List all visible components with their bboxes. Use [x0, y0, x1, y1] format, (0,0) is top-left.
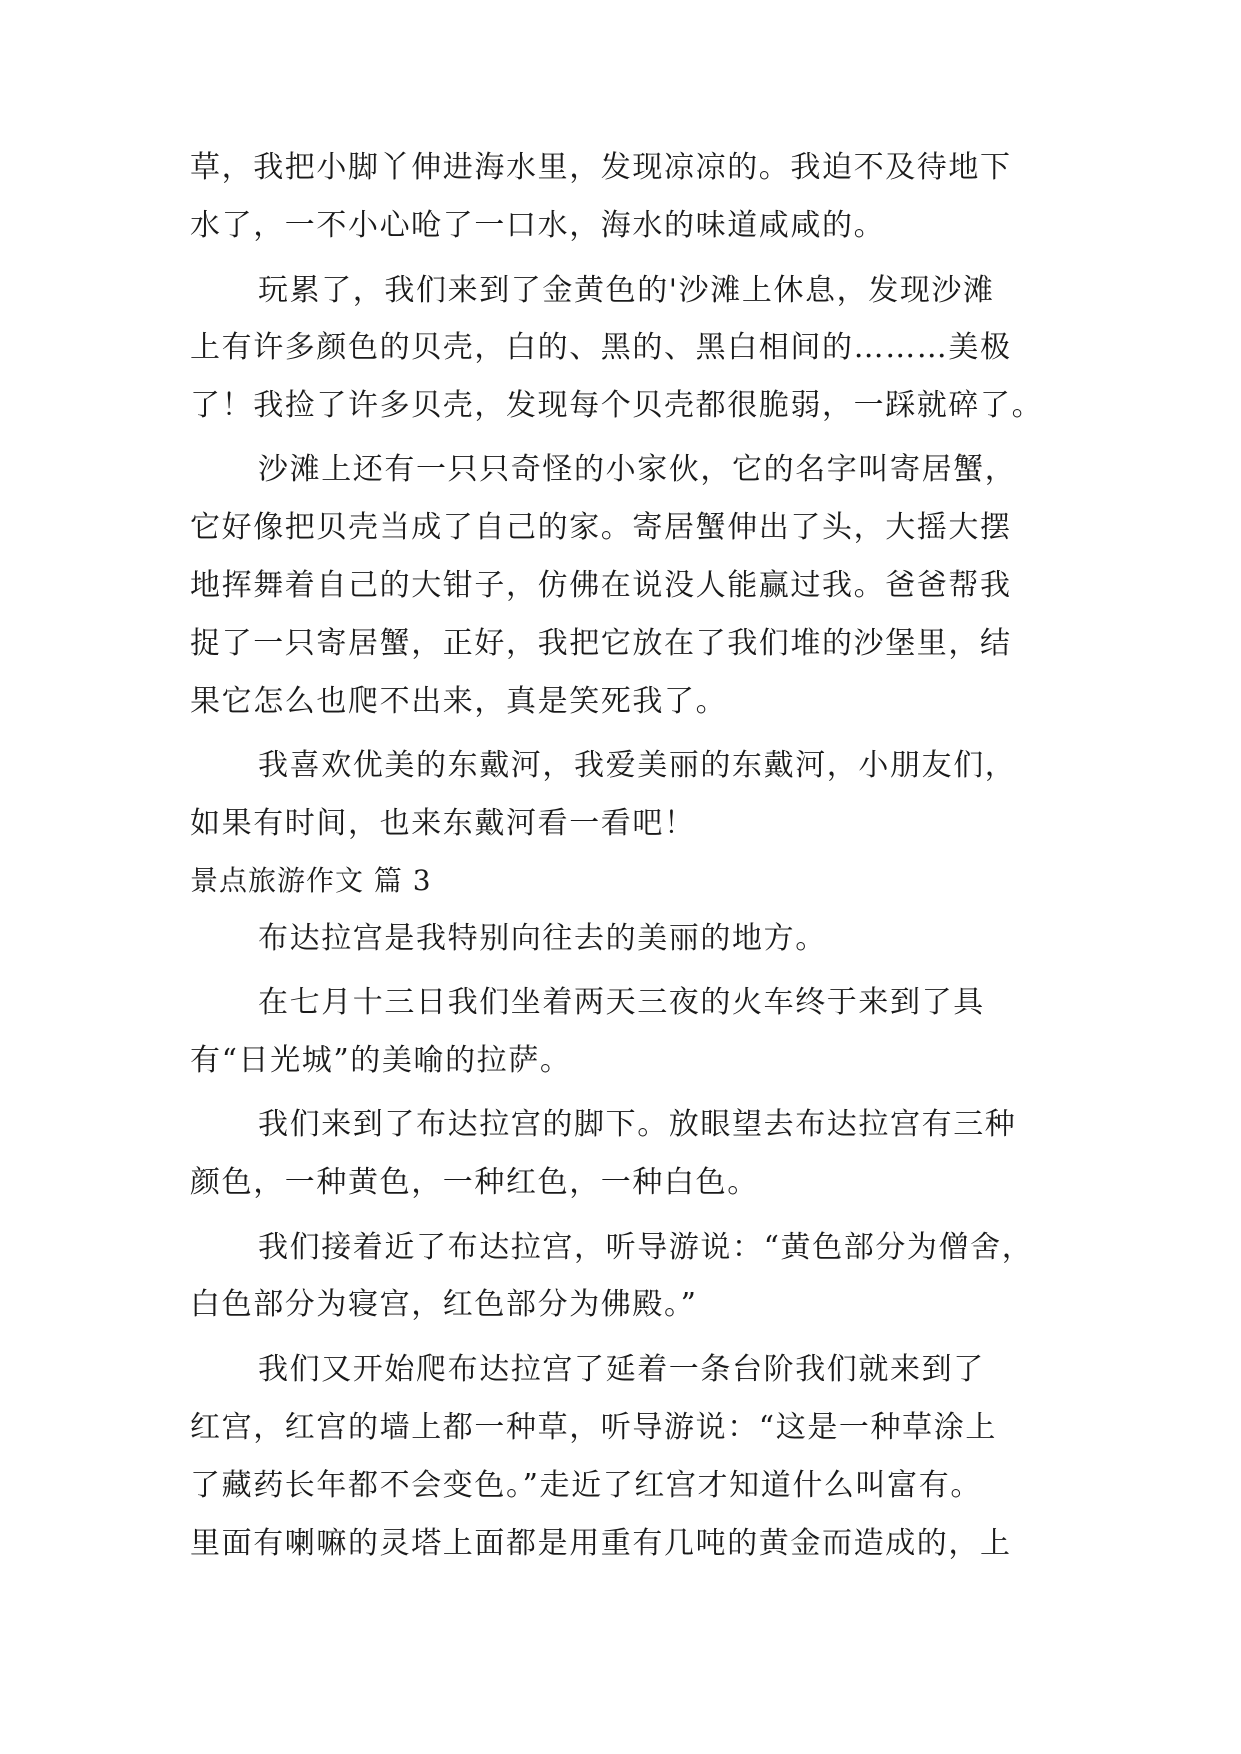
paragraph-start-line: 玩累了，我们来到了金黄色的'沙滩上休息，发现沙滩	[258, 273, 995, 308]
paragraph-start-line: 我们来到了布达拉宫的脚下。放眼望去布达拉宫有三种	[258, 1107, 1017, 1142]
text-line: 上有许多颜色的贝壳，白的、黑的、黑白相间的………美极	[190, 330, 1012, 365]
text-line: 了！我捡了许多贝壳，发现每个贝壳都很脆弱，一踩就碎了。	[190, 388, 1044, 423]
text-line: 里面有喇嘛的灵塔上面都是用重有几吨的黄金而造成的，上	[190, 1526, 1012, 1561]
paragraph-start-line: 我喜欢优美的东戴河，我爱美丽的东戴河，小朋友们，	[258, 748, 1017, 783]
text-line: 颜色，一种黄色，一种红色，一种白色。	[190, 1165, 759, 1200]
text-line: 水了，一不小心呛了一口水，海水的味道咸咸的。	[190, 208, 886, 243]
paragraph-start-line: 在七月十三日我们坐着两天三夜的火车终于来到了具	[258, 985, 985, 1020]
text-line: 草，我把小脚丫伸进海水里，发现凉凉的。我迫不及待地下	[190, 150, 1012, 185]
paragraph-start-line: 我们又开始爬布达拉宫了延着一条台阶我们就来到了	[258, 1352, 985, 1387]
text-line: 果它怎么也爬不出来，真是笑死我了。	[190, 684, 728, 719]
paragraph-start-line: 布达拉宫是我特别向往去的美丽的地方。	[258, 921, 827, 956]
text-line: 红宫，红宫的墙上都一种草，听导游说：“这是一种草涂上	[190, 1410, 997, 1445]
text-line: 它好像把贝壳当成了自己的家。寄居蟹伸出了头，大摇大摆	[190, 510, 1012, 545]
text-line: 如果有时间，也来东戴河看一看吧！	[190, 806, 696, 841]
section-heading: 景点旅游作文 篇 3	[190, 864, 432, 897]
text-line: 了藏药长年都不会变色。”走近了红宫才知道什么叫富有。	[190, 1468, 982, 1503]
text-line: 白色部分为寝宫，红色部分为佛殿。”	[190, 1287, 698, 1322]
text-line: 地挥舞着自己的大钳子，仿佛在说没人能赢过我。爸爸帮我	[190, 568, 1012, 603]
text-line: 捉了一只寄居蟹，正好，我把它放在了我们堆的沙堡里，结	[190, 626, 1012, 661]
paragraph-start-line: 我们接着近了布达拉宫，听导游说：“黄色部分为僧舍，	[258, 1230, 1034, 1265]
text-line: 有“日光城”的美喻的拉萨。	[190, 1043, 572, 1078]
paragraph-start-line: 沙滩上还有一只只奇怪的小家伙，它的名字叫寄居蟹，	[258, 452, 1017, 487]
